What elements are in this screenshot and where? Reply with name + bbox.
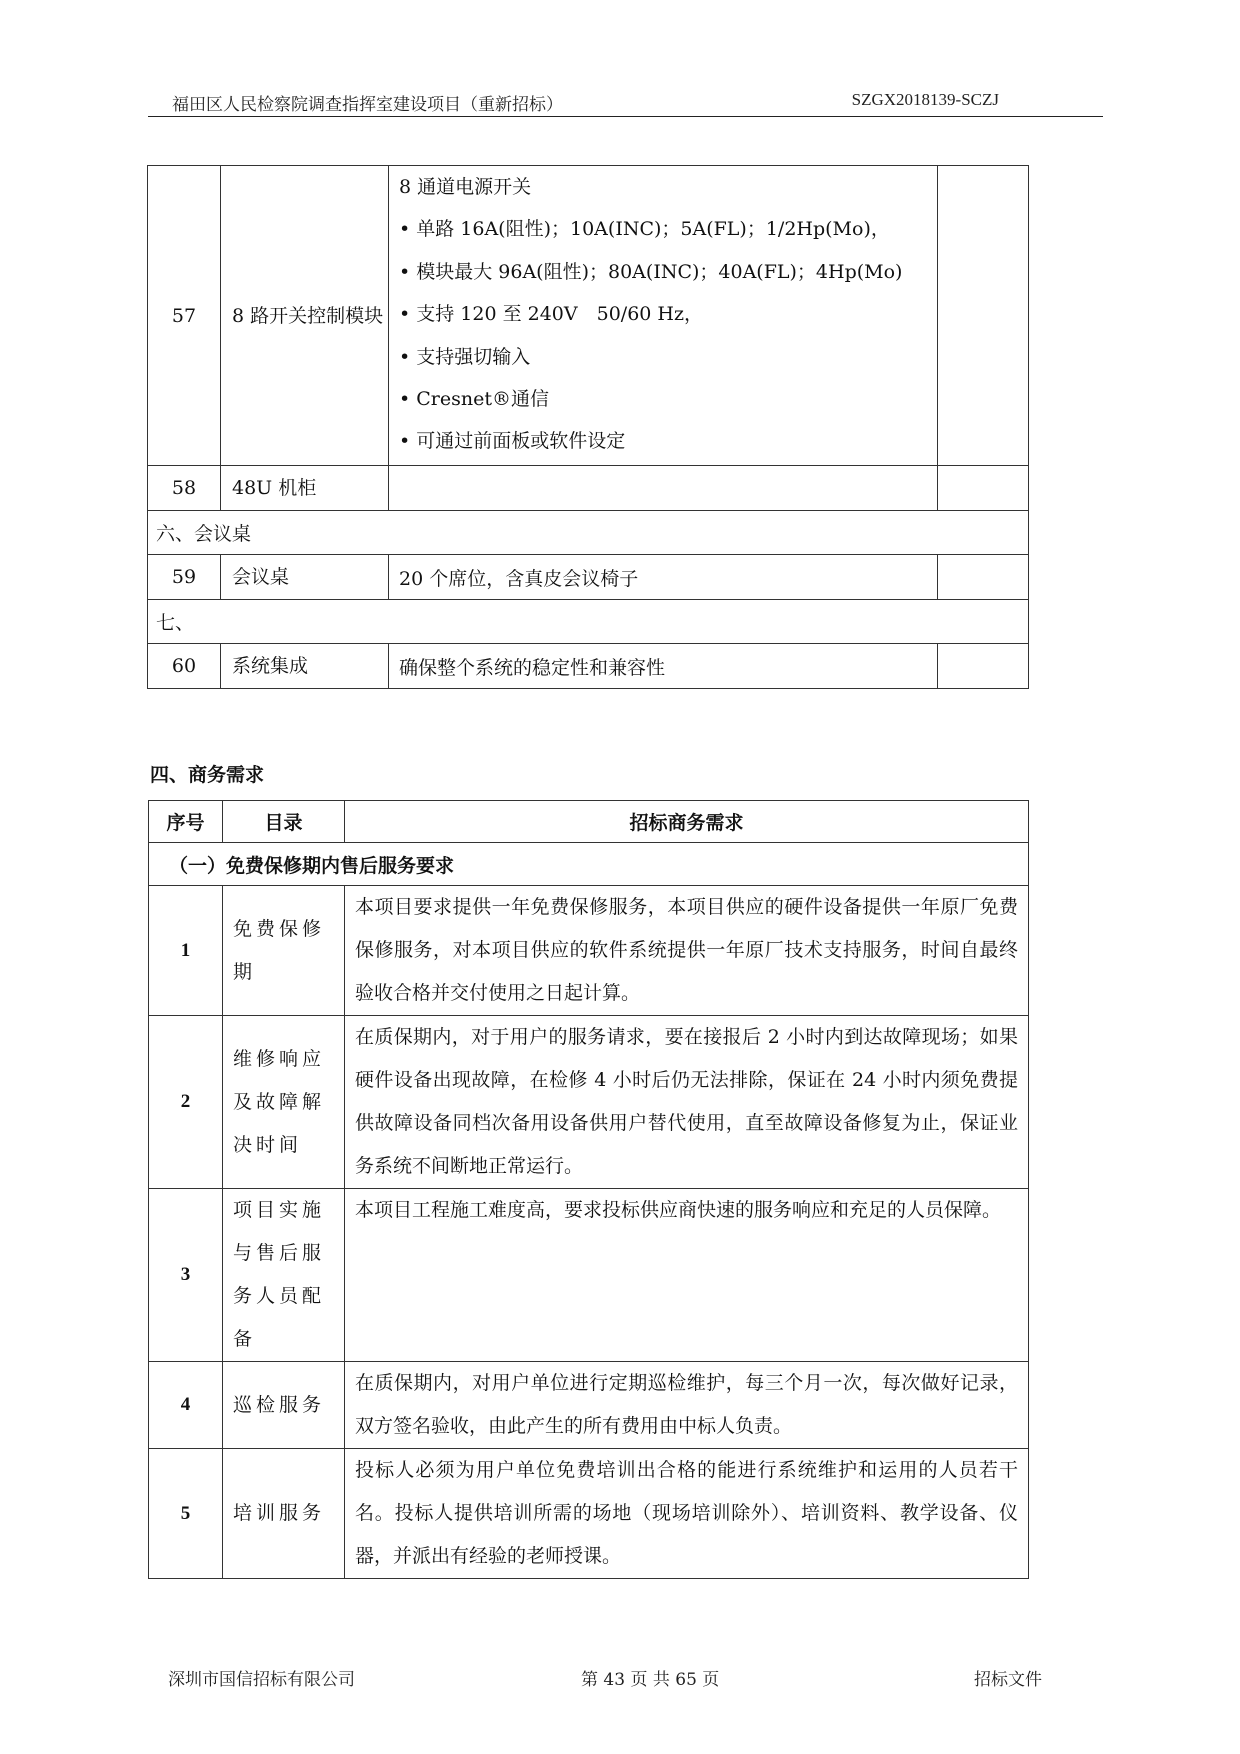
section-heading: 六、会议桌 xyxy=(148,511,1029,555)
row-number: 4 xyxy=(149,1362,223,1449)
item-number: 58 xyxy=(148,466,221,511)
item-remark xyxy=(938,166,1029,466)
header-requirement: 招标商务需求 xyxy=(345,801,1029,843)
equipment-table xyxy=(147,165,1029,689)
row-category: 巡检服务 xyxy=(223,1362,345,1449)
item-remark xyxy=(938,466,1029,511)
spec-line: • 支持强切输入 xyxy=(399,345,531,368)
item-remark xyxy=(938,555,1029,600)
row-requirement: 本项目工程施工难度高，要求投标供应商快速的服务响应和充足的人员保障。 xyxy=(345,1189,1029,1362)
footer-company: 深圳市国信招标有限公司 xyxy=(168,1670,355,1690)
row-number: 2 xyxy=(149,1016,223,1189)
item-name: 会议桌 xyxy=(221,555,389,600)
section-title: 四、商务需求 xyxy=(150,764,265,786)
spec-line: • 模块最大 96A(阻性)；80A(INC)；40A(FL)；4Hp(Mo) xyxy=(399,260,903,283)
table-row xyxy=(148,166,1029,466)
row-category: 项目实施与售后服务人员配备 xyxy=(223,1189,345,1362)
item-name: 48U 机柜 xyxy=(221,466,389,511)
table-row xyxy=(149,1362,1029,1449)
item-spec xyxy=(389,166,938,466)
table-row xyxy=(148,555,1029,600)
row-requirement: 投标人必须为用户单位免费培训出合格的能进行系统维护和运用的人员若干名。投标人提供培训所需的场地（现场培训除外）、培训资料、教学设备、仪器，并派出有经验的老师授课。 xyxy=(345,1449,1029,1579)
table-row xyxy=(149,886,1029,1016)
row-number: 5 xyxy=(149,1449,223,1579)
group-heading: （一）免费保修期内售后服务要求 xyxy=(149,843,1029,886)
item-remark xyxy=(938,644,1029,689)
page-header xyxy=(148,88,1103,117)
business-requirements-table xyxy=(148,800,1029,1579)
row-requirement: 在质保期内，对用户单位进行定期巡检维护，每三个月一次，每次做好记录，双方签名验收，由此产生的所有费用由中标人负责。 xyxy=(345,1362,1029,1449)
table-row xyxy=(148,466,1029,511)
header-title: 福田区人民检察院调查指挥室建设项目（重新招标） xyxy=(172,95,563,115)
item-spec: 20 个席位，含真皮会议椅子 xyxy=(389,555,938,600)
footer-page-number: 第 43 页 共 65 页 xyxy=(581,1670,720,1690)
item-number: 59 xyxy=(148,555,221,600)
row-requirement: 本项目要求提供一年免费保修服务，本项目供应的硬件设备提供一年原厂免费保修服务，对本项目供应的软件系统提供一年原厂技术支持服务，时间自最终验收合格并交付使用之日起计算。 xyxy=(345,886,1029,1016)
section-heading: 七、 xyxy=(148,600,1029,644)
item-name: 系统集成 xyxy=(221,644,389,689)
table-row xyxy=(149,1189,1029,1362)
row-number: 1 xyxy=(149,886,223,1016)
item-number: 60 xyxy=(148,644,221,689)
item-spec: 确保整个系统的稳定性和兼容性 xyxy=(389,644,938,689)
spec-line: • Cresnet®通信 xyxy=(399,387,549,410)
spec-line: • 支持 120 至 240V 50/60 Hz， xyxy=(399,303,703,326)
footer-doc-type: 招标文件 xyxy=(974,1670,1042,1690)
header-project-code: SZGX2018139-SCZJ xyxy=(851,90,999,109)
table-row xyxy=(149,1016,1029,1189)
row-category: 培训服务 xyxy=(223,1449,345,1579)
table-row xyxy=(148,644,1029,689)
row-category: 免费保修期 xyxy=(223,886,345,1016)
header-number: 序号 xyxy=(149,801,223,843)
spec-line: • 单路 16A(阻性)；10A(INC)；5A(FL)；1/2Hp(Mo)， xyxy=(399,218,890,241)
table-row xyxy=(149,1449,1029,1579)
group-row xyxy=(149,843,1029,886)
row-category: 维修响应及故障解决时间 xyxy=(223,1016,345,1189)
row-requirement: 在质保期内，对于用户的服务请求，要在接报后 2 小时内到达故障现场；如果硬件设备出现故障，在检修 4 小时后仍无法排除，保证在 24 小时内须免费提供故障设备同档次备用设备供用户替代使用，直至故障设备修复为止，保证业务系统不间断地正常运行。 xyxy=(345,1016,1029,1189)
row-number: 3 xyxy=(149,1189,223,1362)
item-spec xyxy=(389,466,938,511)
section-row xyxy=(148,511,1029,555)
spec-line: • 可通过前面板或软件设定 xyxy=(399,430,626,453)
item-name: 8 路开关控制模块 xyxy=(221,166,389,466)
section-row xyxy=(148,600,1029,644)
item-number: 57 xyxy=(148,166,221,466)
spec-line: 8 通道电源开关 xyxy=(399,176,532,198)
header-category: 目录 xyxy=(223,801,345,843)
table-header-row xyxy=(149,801,1029,843)
